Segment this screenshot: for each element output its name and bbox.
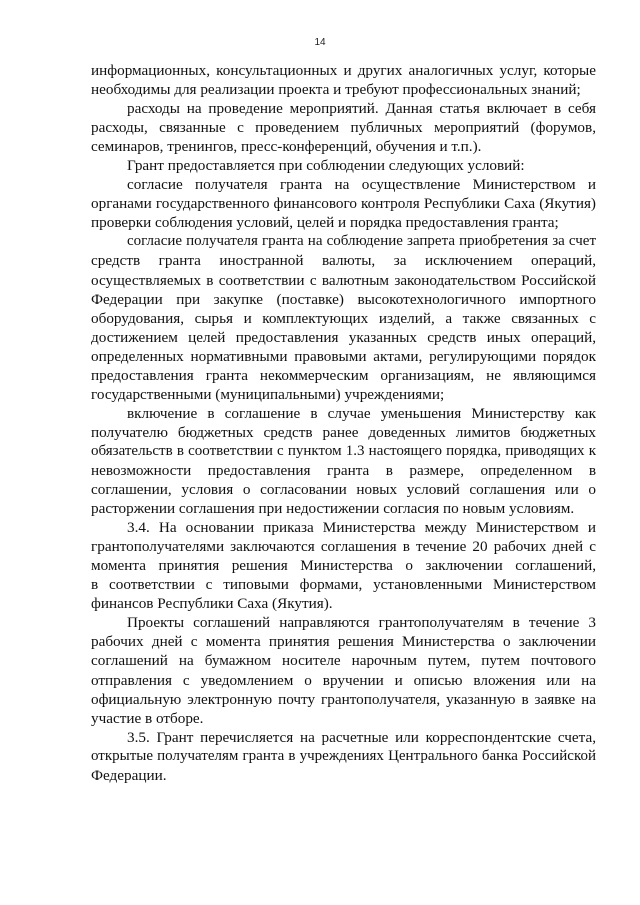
text-line: момента принятия решения Министерства о заключении соглашений,: [91, 557, 596, 575]
text-line: проверки соблюдения условий, целей и порядка предоставления гранта;: [91, 214, 559, 232]
text-line: Проекты соглашений направляются грантополучателям в течение 3: [127, 614, 596, 632]
text-line: включение в соглашение в случае уменьшения Министерству как: [127, 404, 596, 422]
page-number: 14: [314, 37, 326, 48]
text-line: согласие получателя гранта на соблюдение запрета приобретения за счет: [127, 233, 596, 250]
text-line: отправления с уведомлением о вручении и описью вложения или на: [91, 671, 596, 689]
text-line: Федерации при закупке (поставке) высокотехнологичного импортного: [91, 290, 596, 308]
text-line: семинаров, тренингов, пресс-конференций, обучения и т.п.).: [91, 138, 482, 156]
text-line: в соответствии с типовыми формами, установленными Министерством: [91, 576, 596, 594]
text-line: открытые получателям гранта в учреждениях Центрального банка Российской: [91, 747, 596, 764]
text-line: средств гранта иностранной валюты, за исключением операций,: [91, 252, 596, 270]
document-body: [91, 61, 596, 785]
text-line: обязательств в соответствии с пунктом 1.3 настоящего порядка, приводящих к: [91, 442, 596, 459]
text-line: расторжении соглашения при недостижении согласия по новым условиям.: [91, 500, 575, 518]
text-line: финансов Республики Саха (Якутия).: [91, 595, 333, 613]
text-line: официальную электронную почту грантополучателя, указанную в заявке на: [91, 690, 596, 708]
text-line: соглашении, условия о согласовании новых условий соглашения или о: [91, 481, 596, 499]
text-line: 3.5. Грант перечисляется на расчетные или корреспондентские счета,: [127, 728, 596, 746]
text-line: Федерации.: [91, 766, 167, 784]
text-line: Грант предоставляется при соблюдении следующих условий:: [127, 157, 525, 175]
text-line: достижением целей предоставления указанных средств иных операций,: [91, 328, 596, 346]
text-line: предоставления гранта некоммерческим организациям, не являющимся: [91, 366, 596, 384]
text-line: органами государственного финансового контроля Республики Саха (Якутия): [91, 195, 596, 213]
text-line: расходы на проведение мероприятий. Данная статья включает в себя: [127, 100, 596, 118]
text-line: согласие получателя гранта на осуществление Министерством и: [127, 176, 596, 194]
text-line: оборудования, сырья и комплектующих изделий, а также связанных с: [91, 309, 596, 327]
text-line: получателю бюджетных средств ранее доведенных лимитов бюджетных: [91, 423, 596, 441]
text-line: осуществляемых в соответствии с валютным законодательством Российской: [91, 271, 596, 289]
text-line: необходимы для реализации проекта и требуют профессиональных знаний;: [91, 81, 581, 99]
text-line: информационных, консультационных и других аналогичных услуг, которые: [91, 62, 596, 79]
text-line: грантополучателями заключаются соглашения в течение 20 рабочих дней с: [91, 538, 596, 556]
text-line: расходы, связанные с проведением публичных мероприятий (форумов,: [91, 119, 596, 137]
text-line: невозможности предоставления гранта в размере, определенном в: [91, 461, 596, 479]
text-line: 3.4. На основании приказа Министерства между Министерством и: [127, 519, 596, 537]
text-line: государственными (муниципальными) учреждениями;: [91, 385, 445, 403]
text-line: участие в отборе.: [91, 709, 204, 727]
text-line: соглашений на бумажном носителе нарочным путем, путем почтового: [91, 652, 596, 670]
text-line: рабочих дней с момента принятия решения Министерства о заключении: [91, 633, 596, 651]
text-line: определенных нормативными правовыми актами, регулирующими порядок: [91, 347, 596, 365]
